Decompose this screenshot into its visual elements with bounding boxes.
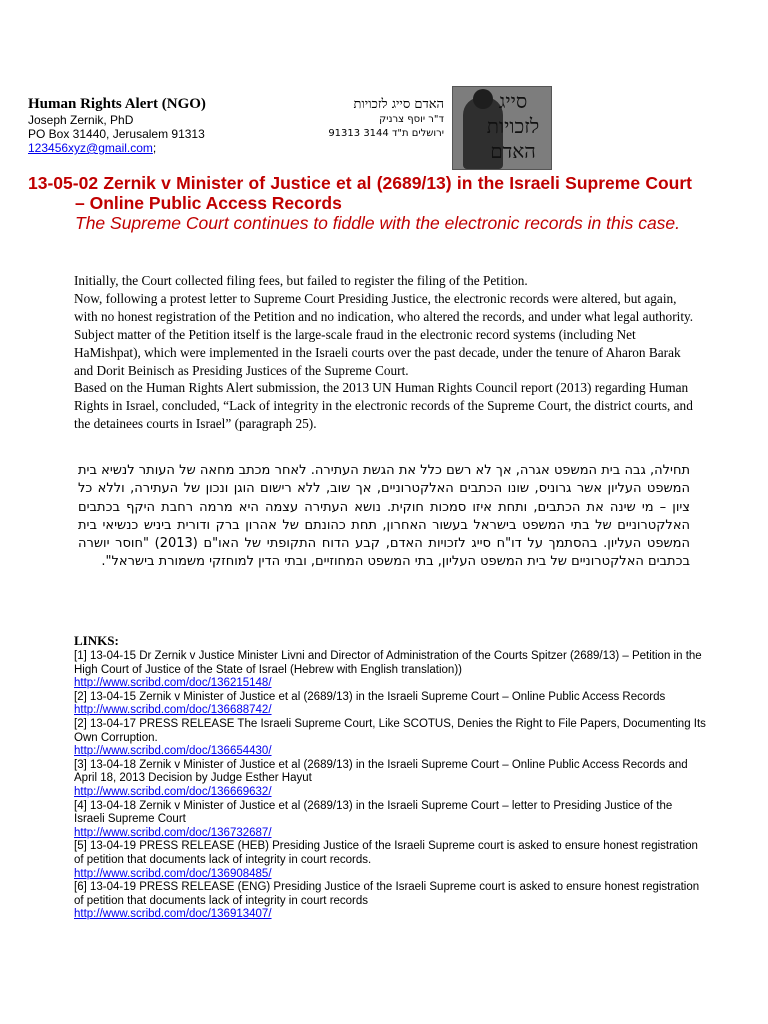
body-paragraph: Initially, the Court collected filing fees, but failed to register the filing of the Petition. — [74, 273, 528, 288]
link-url[interactable]: http://www.scribd.com/doc/136215148/ — [74, 677, 272, 690]
link-description: [5] 13-04-19 PRESS RELEASE (HEB) Presiding Justice of the Israeli Supreme court is asked to ensure honest registration of petition that documents lack of integrity in court records. — [74, 840, 698, 866]
list-item — [74, 718, 706, 759]
link-description: [1] 13-04-15 Dr Zernik v Justice Minister Livni and Director of Administration of the Courts Spitzer (2689/13) – Petition in the High Court of Justice of the State of Israel (Hebrew with English translation)) — [74, 650, 702, 676]
list-item — [74, 881, 706, 922]
links-list — [74, 650, 706, 922]
link-description: [2] 13-04-15 Zernik v Minister of Justice et al (2689/13) in the Israeli Supreme Court – Online Public Access Records — [74, 690, 666, 703]
body-paragraph: Now, following a protest letter to Supreme Court Presiding Justice, the electronic records were altered, but again, with no honest registration of the Petition and no indication, who altered the records, and under what legal authority. — [74, 290, 694, 324]
document-subtitle: The Supreme Court continues to fiddle with the electronic records in this case. — [75, 213, 681, 233]
link-url[interactable]: http://www.scribd.com/doc/136669632/ — [74, 785, 272, 798]
link-description: [2] 13-04-17 PRESS RELEASE The Israeli Supreme Court, Like SCOTUS, Denies the Right to File Papers, Documenting Its Own Corruption. — [74, 717, 706, 744]
hebrew-sender-name: ד"ר יוסף צרניק — [379, 114, 444, 125]
link-url[interactable]: http://www.scribd.com/doc/136732687/ — [74, 826, 272, 839]
link-description: [6] 13-04-19 PRESS RELEASE (ENG) Presiding Justice of the Israeli Supreme court is asked to ensure honest registration of petition that documents lack of integrity in court records — [74, 881, 700, 907]
sender-email-line — [28, 141, 328, 155]
hebrew-sender-address: ירושלים ת"ד 3144 91313 — [328, 128, 444, 139]
title-block — [28, 173, 692, 233]
logo-text: סייג לזכויות האדם — [486, 89, 540, 163]
hebrew-org-name: האדם סייג לזכויות — [353, 97, 444, 112]
email-link[interactable]: 123456xyz@gmail.com — [28, 141, 153, 155]
hebrew-body: תחילה, גבה בית המשפט אגרה, אך לא רשם כלל את הגשת העתירה. לאחר מכתב מחאה של העותר לנשיא בית המשפט העליון אשר גרוניס, שונו הכתבים האלקטרוניים, אך שוב, ללא רישום הוגן ונכון של העתירה, וללא כל ציון – מי שינה את הכתבים, ותחת איזו סמכות חוקית. נושא העתירה עצמה היא מרמה רחבת היקף בכתבים האלקטרוניים של בתי המשפט בישראל בעשור האחרון, תחת כהונתם של אהרון ברק ודורית ביניש כנשיאי בית המשפט העליון. בהסתמך על דו"ח סייג לזכויות האדם, קבע הדוח התקופתי של האו"ם (2013) "חוסר יושרה בכתבים האלקטרוניים של בית המשפט העליון, בתי המשפט המחוזיים, ובתי הדין למוחזקי משמורת בישראל". — [78, 463, 690, 570]
link-url[interactable]: http://www.scribd.com/doc/136688742/ — [74, 704, 272, 717]
body-paragraph: Subject matter of the Petition itself is the large-scale fraud in the electronic record systems (including Net HaMishpat), which were implemented in the Israeli courts over the past decade, under the tenure of Aharon Barak and Dorit Beinisch as Presiding Justices of the Supreme Court. — [74, 326, 681, 378]
list-item — [74, 691, 706, 718]
link-url[interactable]: http://www.scribd.com/doc/136908485/ — [74, 867, 272, 880]
links-heading: LINKS: — [74, 633, 119, 648]
english-body — [74, 272, 696, 433]
link-description: [4] 13-04-18 Zernik v Minister of Justice et al (2689/13) in the Israeli Supreme Court – letter to Presiding Justice of the Israeli Supreme Court — [74, 799, 673, 826]
sender-name: Joseph Zernik, PhD — [28, 113, 134, 127]
link-description: [3] 13-04-18 Zernik v Minister of Justice et al (2689/13) in the Israeli Supreme Court – Online Public Access Records and April 18, 2013 Decision by Judge Esther Hayut — [74, 758, 688, 785]
org-logo — [452, 86, 552, 170]
link-url[interactable]: http://www.scribd.com/doc/136913407/ — [74, 908, 272, 921]
body-paragraph: Based on the Human Rights Alert submission, the 2013 UN Human Rights Council report (2013) regarding Human Rights in Israel, concluded, “Lack of integrity in the electronic records of the Supreme Court, the district courts, and the detainees courts in Israel” (paragraph 25). — [74, 380, 693, 432]
list-item — [74, 800, 706, 841]
list-item — [74, 650, 706, 691]
document-title: 13-05-02 Zernik v Minister of Justice et al (2689/13) in the Israeli Supreme Court – Online Public Access Records — [28, 173, 692, 213]
sender-block-hebrew — [296, 96, 444, 141]
org-name: Human Rights Alert (NGO) — [28, 96, 206, 112]
sender-address: PO Box 31440, Jerusalem 91313 — [28, 127, 205, 141]
list-item — [74, 840, 706, 881]
sender-block-english — [28, 96, 328, 155]
list-item — [74, 759, 706, 800]
email-suffix: ; — [152, 141, 157, 155]
link-url[interactable]: http://www.scribd.com/doc/136654430/ — [74, 745, 272, 758]
